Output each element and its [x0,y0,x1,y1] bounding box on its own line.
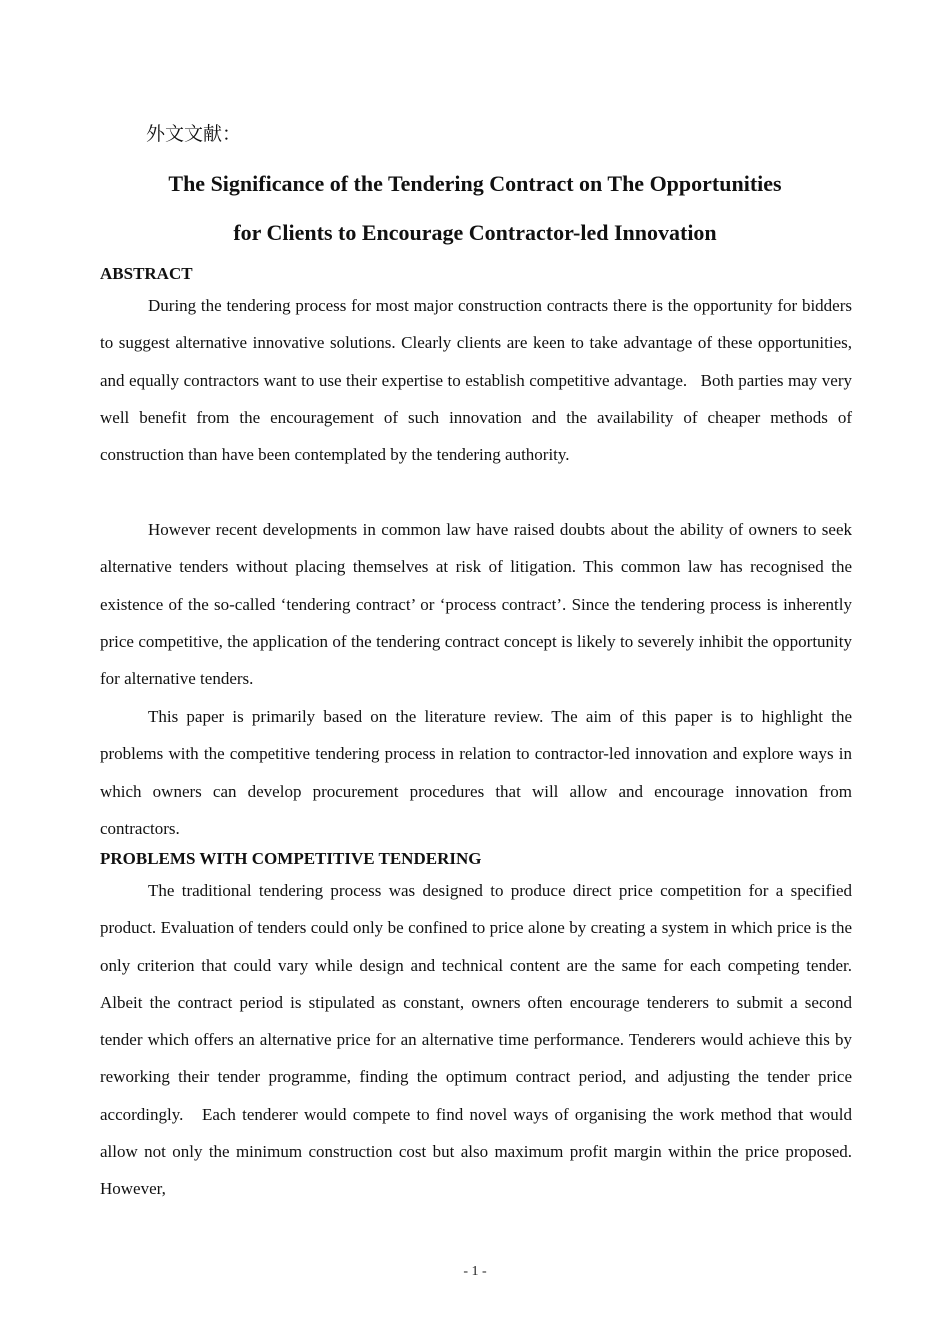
page-number: - 1 - [463,1264,487,1279]
paper-title-line-2: for Clients to Encourage Contractor-led Innovation [233,220,717,245]
problems-paragraph: The traditional tendering process was designed to produce direct price competition for a specified product. Evaluation of tenders could only be confined to price alone by creating a system in which price is the only criterion that could vary while design and technical content are the same for each competing tender. Albeit the contract period is stipulated as constant, owners often encourage tenderers to submit a second tender which offers an alternative price for an alternative time performance. Tenderers would achieve this by reworking their tender programme, finding the optimum contract period, and adjusting the tender price accordingly. Each tenderer would compete to find novel ways of organising the work method that would allow not only the minimum construction cost but also maximum profit margin within the price proposed. However, [100,881,852,1199]
paper-title-line-1: The Significance of the Tendering Contract on The Opportunities [168,171,782,196]
foreign-literature-label: 外文文献： [146,123,242,145]
problems-heading: PROBLEMS WITH COMPETITIVE TENDERING [100,849,482,868]
abstract-paragraph: This paper is primarily based on the literature review. The aim of this paper is to highlight the problems with the competitive tendering process in relation to contractor-led innovation and explore ways in which owners can develop procurement procedures that will allow and encourage innovation from contractors. [100,707,852,838]
abstract-paragraph: During the tendering process for most major construction contracts there is the opportunity for bidders to suggest alternative innovative solutions. Clearly clients are keen to take advantage of these opportunities, and equally contractors want to use their expertise to establish competitive advantage. Both parties may very well benefit from the encouragement of such innovation and the availability of cheaper methods of construction than have been contemplated by the tendering authority. [100,296,852,465]
abstract-paragraph: However recent developments in common law have raised doubts about the ability of owners to seek alternative tenders without placing themselves at risk of litigation. This common law has recognised the existence of the so-called ‘tendering contract’ or ‘process contract’. Since the tendering process is inherently price competitive, the application of the tendering contract concept is likely to severely inhibit the opportunity for alternative tenders. [100,520,852,689]
abstract-heading: ABSTRACT [100,264,193,283]
